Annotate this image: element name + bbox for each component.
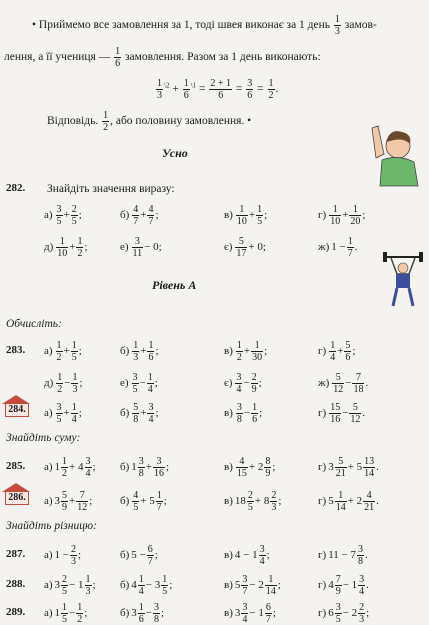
exercise-label: б) [120, 579, 130, 592]
fraction: $\frac{1}{6}$ [252, 402, 258, 425]
exercise-label: в) [224, 579, 233, 592]
exercise-item [120, 574, 172, 597]
exercise-item [224, 402, 262, 425]
boy-raising-hand-icon [368, 118, 424, 188]
expression-text: + [63, 345, 70, 358]
exercise-item [224, 574, 281, 597]
exercise-label: г) [318, 345, 327, 358]
exercise-label: а) [44, 495, 53, 508]
expression-text: ; [366, 607, 370, 620]
fraction: $\frac{1}{3}$ [334, 14, 340, 37]
exercise-item [120, 236, 162, 259]
expression-text: − 2 [342, 607, 358, 620]
expression-text: ; [155, 345, 159, 358]
expression-text: ; [78, 345, 82, 358]
expression-text: 1 [131, 461, 137, 474]
expression-text: . [366, 579, 369, 592]
section-title-usno: Усно [162, 146, 188, 160]
expression-text: 4 [131, 579, 137, 592]
exercise-label: в) [224, 495, 233, 508]
exercise-item [44, 456, 96, 479]
expression-text: + [243, 345, 251, 358]
expression-text: − 3 [145, 579, 161, 592]
fraction: $\frac{4}{7}$ [133, 204, 139, 227]
expression-text: 6 [328, 607, 334, 620]
expression-text: ; [84, 607, 88, 620]
exercise-item [318, 236, 357, 259]
exercise-label: в) [224, 549, 233, 562]
fraction: $\frac{1}{6}$ [138, 602, 144, 625]
expression-text: 1 − [331, 241, 346, 254]
problem-number: 287. [6, 548, 26, 560]
exercise-item [120, 372, 158, 395]
expression-text: + [140, 345, 147, 358]
expression-text: + [145, 461, 152, 474]
exercise-item [224, 490, 281, 513]
intro-answer: Відповідь. $\frac{1}{2}$ , або половину замовлення. • [47, 110, 252, 133]
expression-text: ; [278, 495, 282, 508]
exercise-label: б) [120, 495, 130, 508]
expression-text: + 0; [248, 241, 266, 254]
fraction: $\frac{1}{3}$ [85, 574, 91, 597]
fraction: $\frac{3}{11}$ [132, 236, 143, 259]
exercise-label: г) [318, 579, 327, 592]
expression-text: + [140, 407, 147, 420]
exercise-item [224, 602, 276, 625]
house-icon [2, 395, 30, 417]
expression-text: 3 [234, 607, 241, 620]
exercise-label: а) [44, 345, 53, 358]
exercise-label: в) [224, 407, 233, 420]
expression-text: ; [277, 579, 281, 592]
problem-number: 285. [6, 460, 26, 472]
fraction: $\frac{3}{8}$ [357, 544, 363, 567]
fraction: $\frac{1}{10}$ [330, 204, 341, 227]
exercise-label: в) [224, 607, 233, 620]
task-text: Знайдіть значення виразу: [47, 183, 175, 195]
fraction: $\frac{1}{6}$ [148, 340, 154, 363]
expression-text: − 1 [342, 579, 358, 592]
fraction: $\frac{1}{2}$ [56, 340, 62, 363]
expression-text: 3 [54, 579, 61, 592]
expression-text: − [69, 607, 76, 620]
fraction: $\frac{3}{8}$ [138, 456, 144, 479]
expression-text: 3 [54, 495, 61, 508]
expression-text: + 4 [69, 461, 84, 474]
fraction: $\frac{6}{7}$ [265, 602, 271, 625]
problem-number: 283. [6, 344, 26, 356]
expression-text: ; [264, 209, 268, 222]
exercise-item [318, 372, 368, 395]
exercise-item [224, 236, 266, 259]
expression-text: 5 [328, 495, 334, 508]
fraction: $\frac{1}{10}$ [236, 204, 247, 227]
exercise-item [44, 602, 87, 625]
expression-text: ; [78, 209, 82, 222]
fraction: $\frac{1}{14}$ [335, 490, 346, 513]
exercise-label: б) [120, 209, 130, 222]
exercise-item [120, 544, 158, 567]
fraction: $\frac{1}{5}$ [62, 602, 68, 625]
expression-text: . [364, 549, 368, 562]
expression-text: ; [155, 209, 159, 222]
expression-text: − 2 [249, 579, 264, 592]
exercise-label: г) [318, 209, 327, 222]
fraction: $\frac{7}{9}$ [335, 574, 341, 597]
exercise-item [44, 372, 83, 395]
exercise-label: б) [120, 345, 130, 358]
expression-text: . [365, 377, 369, 390]
section-label-obchysliit: Обчисліть: [6, 318, 62, 330]
fraction: $\frac{15}{16}$ [330, 402, 341, 425]
exercise-label: є) [224, 241, 233, 254]
expression-text: ; [264, 345, 268, 358]
problem-number: 284. [5, 404, 29, 417]
expression-text: + [63, 209, 70, 222]
fraction: $\frac{3}{8}$ [236, 402, 242, 425]
exercise-item [224, 204, 267, 227]
fraction: $\frac{1}{14}$ [265, 574, 276, 597]
expression-text: − [342, 407, 349, 420]
section-label-difference: Знайдіть різницю: [6, 520, 97, 532]
expression-text: 5 [234, 579, 241, 592]
exercise-label: в) [224, 209, 233, 222]
expression-text: + 8 [254, 495, 270, 508]
fraction: $\frac{1}{4}$ [138, 574, 144, 597]
exercise-item [318, 602, 369, 625]
problem-number: 282. [6, 182, 26, 194]
expression-text: + [140, 209, 147, 222]
fraction: $\frac{2}{3}$ [271, 490, 277, 513]
exercise-item [120, 340, 159, 363]
fraction: $\frac{3}{8}$ [153, 602, 159, 625]
fraction: $\frac{5}{6}$ [345, 340, 351, 363]
fraction: $\frac{3}{4}$ [85, 456, 91, 479]
expression-text: 5 − [131, 549, 146, 562]
fraction: $\frac{4}{21}$ [364, 490, 375, 513]
fraction: $\frac{6}{7}$ [147, 544, 153, 567]
fraction: $\frac{2}{5}$ [71, 204, 77, 227]
exercise-label: а) [44, 579, 53, 592]
exercise-label: д) [44, 241, 54, 254]
exercise-item [120, 402, 159, 425]
exercise-item [44, 574, 96, 597]
problem-number: 289. [6, 606, 26, 618]
expression-text: ; [78, 407, 82, 420]
exercise-label: а) [44, 607, 53, 620]
expression-text: ; [155, 407, 159, 420]
exercise-label: г) [318, 407, 327, 420]
fraction: $\frac{1}{2}$ [57, 372, 63, 395]
fraction: $\frac{1}{4}$ [71, 402, 77, 425]
exercise-item [44, 340, 82, 363]
expression-text: + 2 [248, 461, 264, 474]
exercise-item [44, 402, 82, 425]
expression-text: − [145, 607, 152, 620]
level-title: Рівень А [152, 278, 197, 292]
fraction: $\frac{7}{12}$ [77, 490, 88, 513]
fraction: $\frac{5}{21}$ [335, 456, 346, 479]
expression-text: 3 [328, 461, 334, 474]
fraction: $\frac{3}{4}$ [259, 544, 265, 567]
exercise-label: ж) [318, 241, 330, 254]
fraction: $\frac{1}{2}$ [77, 236, 83, 259]
fraction: $\frac{4}{15}$ [236, 456, 247, 479]
fraction: $\frac{5}{9}$ [62, 490, 68, 513]
fraction: $\frac{4}{5}$ [133, 490, 139, 513]
expression-text: + 5 [140, 495, 155, 508]
exercise-label: е) [120, 241, 129, 254]
fraction: $\frac{3}{7}$ [242, 574, 248, 597]
exercise-item [318, 340, 355, 363]
fraction: $\frac{1}{5}$ [257, 204, 263, 227]
expression-text: . [376, 495, 379, 508]
expression-text: ; [84, 241, 88, 254]
exercise-label: г) [318, 607, 327, 620]
exercise-label: е) [120, 377, 129, 390]
expression-text: + [63, 407, 70, 420]
exercise-label: а) [44, 461, 53, 474]
exercise-label: г) [318, 461, 327, 474]
fraction: $\frac{1}{2}$ [236, 340, 242, 363]
exercise-label: а) [44, 209, 53, 222]
fraction: $\frac{1}{6}$ [115, 46, 121, 69]
expression-text: ; [259, 407, 263, 420]
section-label-sum: Знайдіть суму: [6, 432, 81, 444]
expression-text: 1 − [54, 549, 70, 562]
fraction: $\frac{3}{5}$ [56, 402, 62, 425]
exercise-label: в) [224, 461, 233, 474]
expression-text: ; [154, 549, 158, 562]
weightlifter-icon [383, 250, 423, 308]
fraction: $\frac{3}{5}$ [56, 204, 62, 227]
fraction: $\frac{2}{5}$ [62, 574, 68, 597]
intro-line-1: • Приймемо все замовлення за 1, тоді швея виконає за 1 день $\frac{1}{3}$ замов- [32, 14, 377, 37]
fraction: $\frac{5}{17}$ [236, 236, 247, 259]
fraction: $\frac{2}{3}$ [71, 544, 77, 567]
exercise-item [318, 574, 369, 597]
expression-text: . [354, 241, 358, 254]
exercise-label: д) [44, 377, 54, 390]
expression-text: − [64, 377, 71, 390]
exercise-item [44, 544, 81, 567]
expression-text: 1 [54, 461, 61, 474]
exercise-item [224, 456, 275, 479]
expression-text: − 0; [144, 241, 162, 254]
fraction: $\frac{1}{7}$ [347, 236, 353, 259]
exercise-item [224, 544, 270, 567]
fraction: $\frac{1}{7}$ [156, 490, 162, 513]
expression-text: ; [272, 607, 276, 620]
fraction: $\frac{1}{5}$ [71, 340, 77, 363]
exercise-label: в) [224, 345, 233, 358]
exercise-item [318, 204, 365, 227]
exercise-item [44, 204, 82, 227]
expression-text: 4 [328, 579, 334, 592]
fraction: $\frac{3}{4}$ [148, 402, 154, 425]
intro-line-2: лення, а її учениця — $\frac{1}{6}$ замовлення. Разом за 1 день виконають: [4, 46, 321, 69]
expression-text: + [342, 209, 349, 222]
intro-calculation: $\frac{1}{3}$ $^{\backslash 2}$ + $\frac{1}{6}$ $^{\backslash 1}$ = $\frac{2 + 1}{6}$ = $\frac{3}{6}$ = $\frac{1}{2}$ . [157, 78, 279, 101]
exercise-label: а) [44, 549, 53, 562]
fraction: $\frac{1}{4}$ [147, 372, 153, 395]
expression-text: + [248, 209, 256, 222]
fraction: $\frac{1}{3}$ [72, 372, 78, 395]
exercise-label: б) [120, 549, 130, 562]
fraction: $\frac{5}{8}$ [133, 402, 139, 425]
exercise-label: б) [120, 407, 130, 420]
exercise-item [224, 372, 262, 395]
expression-text: − 1 [69, 579, 84, 592]
expression-text: ; [362, 209, 366, 222]
exercise-item [44, 236, 88, 259]
exercise-label: є) [224, 377, 233, 390]
expression-text: ; [154, 377, 158, 390]
expression-text: 18 [234, 495, 246, 508]
exercise-item [120, 456, 169, 479]
expression-text: − 1 [249, 607, 264, 620]
fraction: $\frac{3}{5}$ [132, 372, 138, 395]
fraction: $\frac{5}{12}$ [350, 402, 361, 425]
fraction: $\frac{3}{16}$ [153, 456, 164, 479]
expression-text: + 5 [347, 461, 363, 474]
house-icon [2, 483, 30, 505]
exercise-label: г) [318, 495, 327, 508]
fraction: $\frac{2}{5}$ [247, 490, 253, 513]
exercise-item [318, 490, 379, 513]
exercise-label: б) [120, 461, 130, 474]
expression-text: . [362, 407, 366, 420]
fraction: $\frac{1}{2}$ [77, 602, 83, 625]
fraction: $\frac{1}{2}$ [62, 456, 68, 479]
expression-text: 11 − 7 [328, 549, 356, 562]
expression-text: + [337, 345, 344, 358]
expression-text: ; [266, 549, 270, 562]
fraction: $\frac{13}{14}$ [364, 456, 375, 479]
exercise-item [318, 456, 379, 479]
exercise-item [224, 340, 267, 363]
exercise-item [120, 602, 164, 625]
fraction: $\frac{1}{30}$ [252, 340, 263, 363]
expression-text: ; [92, 461, 96, 474]
exercise-item [44, 490, 92, 513]
expression-text: − [139, 377, 146, 390]
expression-text: ; [258, 377, 262, 390]
fraction: $\frac{5}{12}$ [333, 372, 344, 395]
expression-text: − [243, 407, 251, 420]
expression-text: 3 [131, 607, 137, 620]
fraction: $\frac{3}{5}$ [335, 602, 341, 625]
expression-text: . [376, 461, 379, 474]
expression-text: ; [272, 461, 276, 474]
fraction: $\frac{2}{3}$ [359, 602, 365, 625]
expression-text: ; [92, 579, 96, 592]
expression-text: ; [352, 345, 356, 358]
exercise-label: г) [318, 549, 327, 562]
fraction: $\frac{1}{20}$ [350, 204, 361, 227]
exercise-label: а) [44, 407, 53, 420]
fraction: $\frac{2}{9}$ [251, 372, 257, 395]
fraction: $\frac{1}{5}$ [162, 574, 168, 597]
expression-text: + [69, 495, 76, 508]
expression-text: + [69, 241, 76, 254]
expression-text: 4 − 1 [234, 549, 258, 562]
exercise-item [318, 544, 368, 567]
fraction: $\frac{3}{4}$ [236, 372, 242, 395]
fraction: $\frac{8}{9}$ [265, 456, 271, 479]
fraction: $\frac{4}{7}$ [148, 204, 154, 227]
fraction: $\frac{1}{4}$ [330, 340, 336, 363]
expression-text: ; [163, 495, 167, 508]
problem-number: 288. [6, 578, 26, 590]
expression-text: ; [79, 377, 83, 390]
fraction: $\frac{1}{3}$ [133, 340, 139, 363]
exercise-item [318, 402, 365, 425]
expression-text: ; [165, 461, 170, 474]
expression-text: ; [169, 579, 173, 592]
exercise-label: ж) [318, 377, 330, 390]
expression-text: − [243, 377, 250, 390]
expression-text: ; [89, 495, 93, 508]
expression-text: ; [78, 549, 82, 562]
expression-text: + 2 [347, 495, 363, 508]
expression-text: ; [160, 607, 165, 620]
fraction: $\frac{3}{4}$ [242, 602, 248, 625]
exercise-item [120, 204, 159, 227]
exercise-label: б) [120, 607, 130, 620]
expression-text: 1 [54, 607, 61, 620]
problem-number: 286. [5, 492, 29, 505]
fraction: $\frac{3}{4}$ [359, 574, 365, 597]
fraction: $\frac{7}{18}$ [353, 372, 364, 395]
expression-text: − [345, 377, 352, 390]
exercise-item [120, 490, 167, 513]
fraction: $\frac{1}{10}$ [57, 236, 68, 259]
